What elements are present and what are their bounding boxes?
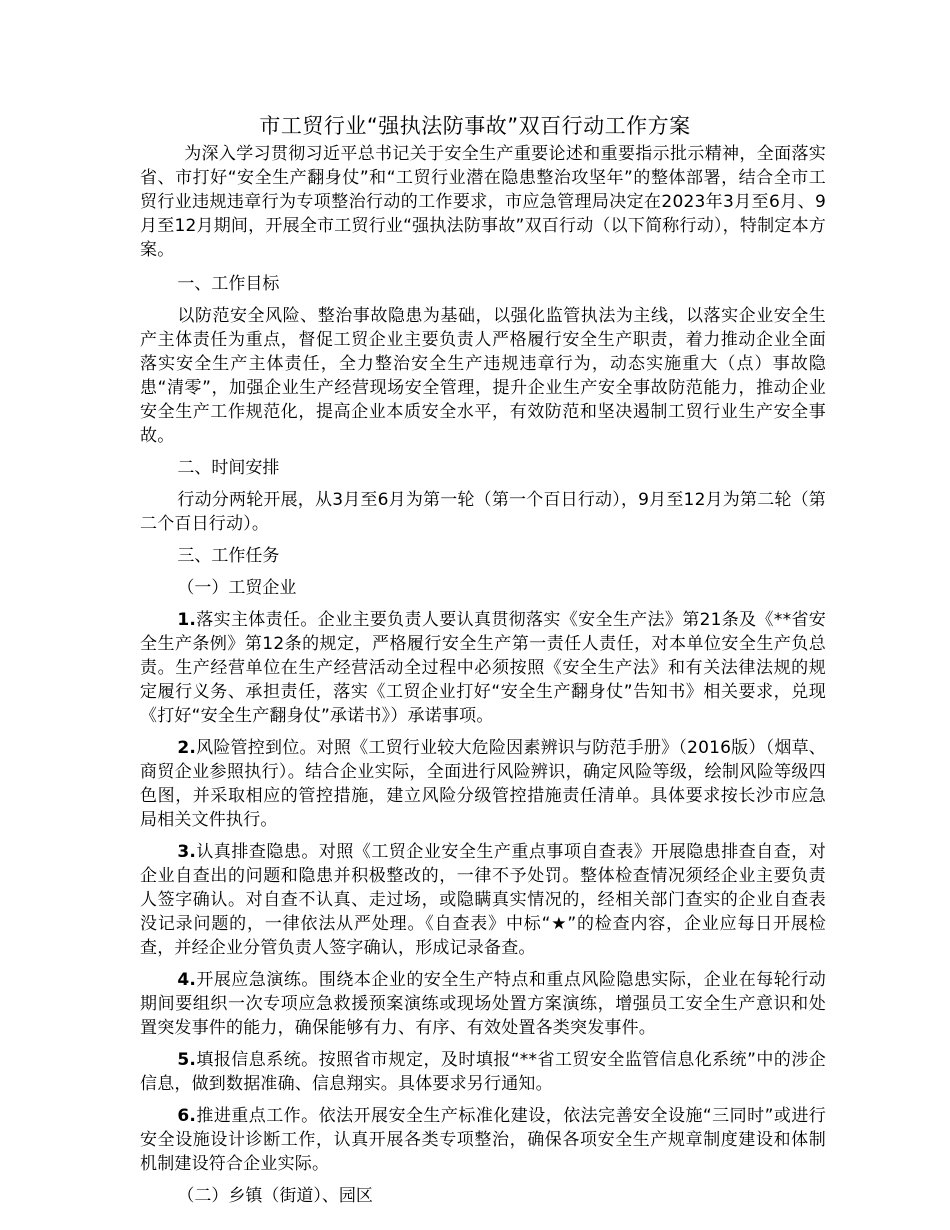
- document-body: [140, 142, 826, 1216]
- task-item: [140, 1104, 826, 1176]
- task-item-number: 4.: [177, 970, 197, 990]
- section-heading-schedule: 二、时间安排: [177, 458, 280, 478]
- document-title: 市工贸行业“强执法防事故”双百行动工作方案: [259, 114, 691, 138]
- task-item-number: 5.: [177, 1050, 197, 1070]
- intro-paragraph: 为深入学习贯彻习近平总书记关于安全生产重要论述和重要指示批示精神，全面落实省、市打好“安全生产翻身仗”和“工贸行业潜在隐患整治攻坚年”的整体部署，结合全市工贸行业违规违章行为专项整治行动的工作要求，市应急管理局决定在2023年3月至6月、9月至12月期间，开展全市工贸行业“强执法防事故”双百行动（以下简称行动），特制定本方案。: [140, 144, 826, 260]
- task-item-text: 填报信息系统。按照省市规定，及时填报“**省工贸安全监管信息化系统”中的涉企信息，做到数据准确、信息翔实。具体要求另行通知。: [140, 1050, 826, 1094]
- task-item: [140, 968, 826, 1040]
- section-heading-tasks: 三、工作任务: [177, 546, 280, 566]
- task-item: [140, 1048, 826, 1096]
- schedule-paragraph: 行动分两轮开展，从3月至6月为第一轮（第一个百日行动），9月至12月为第二轮（第二个百日行动）。: [140, 490, 826, 534]
- task-item: [140, 608, 826, 728]
- task-item-number: 1.: [177, 610, 197, 630]
- subsection-heading-enterprises: （一）工贸企业: [177, 578, 297, 598]
- task-item-text: 落实主体责任。企业主要负责人要认真贯彻落实《安全生产法》第21条及《**省安全生产条例》第12条的规定，严格履行安全生产第一责任人责任，对本单位安全生产负总责。生产经营单位在生产经营活动全过程中必须按照《安全生产法》和有关法律法规的规定履行义务、承担责任，落实《工贸企业打好“安全生产翻身仗”告知书》相关要求，兑现《打好“安全生产翻身仗”承诺书》）承诺事项。: [140, 610, 826, 726]
- task-item-text: 推进重点工作。依法开展安全生产标准化建设，依法完善安全设施“三同时”或进行安全设施设计诊断工作，认真开展各类专项整治，确保各项安全生产规章制度建设和体制机制建设符合企业实际。: [140, 1106, 826, 1174]
- subsection-heading-towns: （二）乡镇（街道）、园区: [177, 1186, 373, 1206]
- section-heading-goals: 一、工作目标: [177, 274, 280, 294]
- task-item-number: 3.: [177, 842, 197, 862]
- task-item-text: 开展应急演练。围绕本企业的安全生产特点和重点风险隐患实际，企业在每轮行动期间要组织一次专项应急救援预案演练或现场处置方案演练，增强员工安全生产意识和处置突发事件的能力，确保能够有力、有序、有效处置各类突发事件。: [140, 970, 826, 1038]
- task-item-text: 认真排查隐患。对照《工贸企业安全生产重点事项自查表》开展隐患排查自查，对企业自查出的问题和隐患并积极整改的，一律不予处罚。整体检查情况须经企业主要负责人签字确认。对自查不认真、走过场，或隐瞒真实情况的，经相关部门查实的企业自查表没记录问题的，一律依法从严处理。《自查表》中标“★”的检查内容，企业应每日开展检查，并经企业分管负责人签字确认，形成记录备查。: [140, 842, 826, 958]
- goals-paragraph: 以防范安全风险、整治事故隐患为基础，以强化监管执法为主线，以落实企业安全生产主体责任为重点，督促工贸企业主要负责人严格履行安全生产职责，着力推动企业全面落实安全生产主体责任，全力整治安全生产违规违章行为，动态实施重大（点）事故隐患“清零”，加强企业生产经营现场安全管理，提升企业生产安全事故防范能力，推动企业安全生产工作规范化，提高企业本质安全水平，有效防范和坚决遏制工贸行业生产安全事故。: [140, 306, 826, 446]
- task-item: [140, 840, 826, 960]
- task-item: [140, 736, 826, 832]
- task-item-text: 风险管控到位。对照《工贸行业较大危险因素辨识与防范手册》（2016版）（烟草、商贸企业参照执行）。结合企业实际，全面进行风险辨识，确定风险等级，绘制风险等级四色图，并采取相应的管控措施，建立风险分级管控措施责任清单。具体要求按长沙市应急局相关文件执行。: [140, 738, 826, 830]
- task-item-number: 2.: [177, 738, 197, 758]
- task-item-number: 6.: [177, 1106, 197, 1126]
